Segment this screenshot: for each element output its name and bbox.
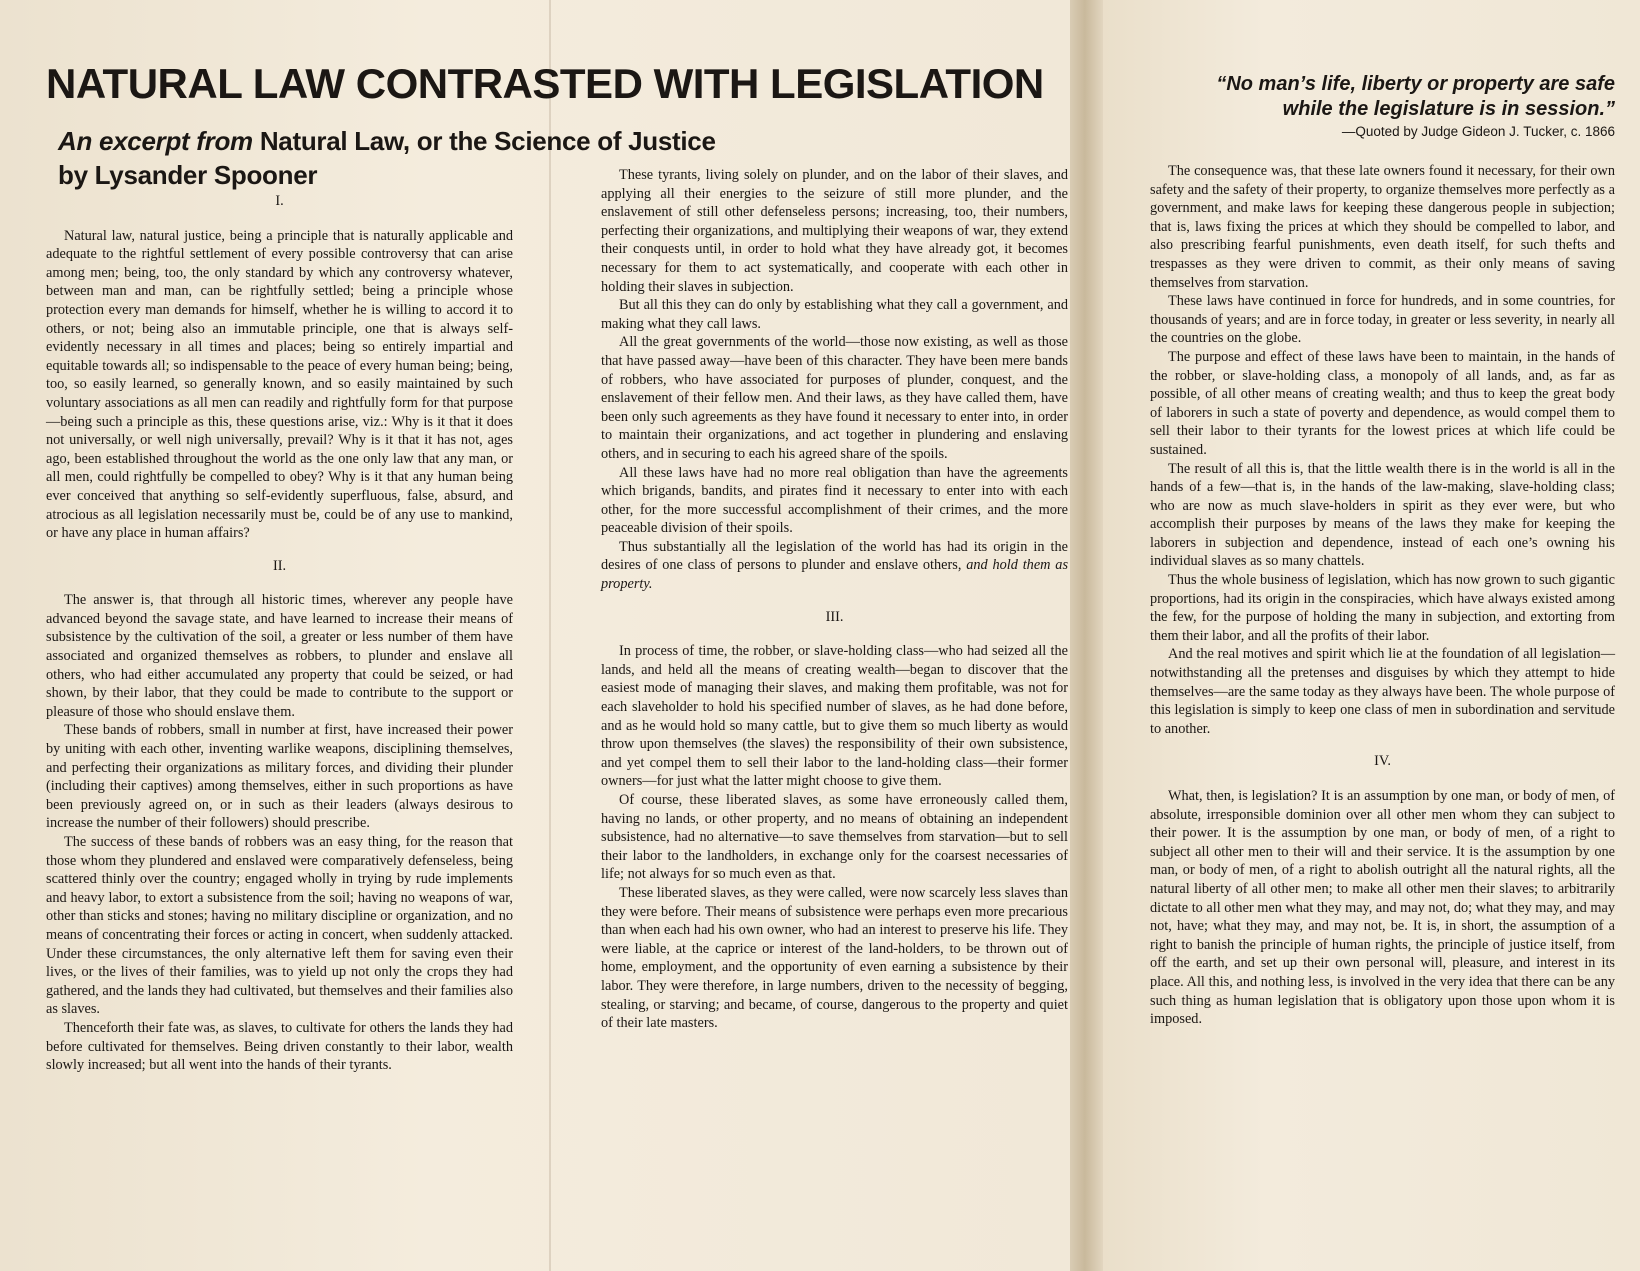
paragraph: The consequence was, that these late owners found it necessary, for their own safety and the safety of their property, to organize themselves more perfectly as a government, and make laws for keeping these dangerous people in subjection; that is, laws fixing the prices at which they should be compelled to labor, and also prescribing fearful punishments, even death itself, for such thefts and trespasses as they were driven to commit, as their only means of saving themselves from starvation. (1150, 163, 1615, 291)
paragraph: The result of all this is, that the little wealth there is in the world is all in the hands of a few—that is, in the hands of the law-making, slave-holding class; who are now as much slave-holders in spirit as they ever were, but who accomplish their purposes by means of the laws they make for keeping the laborers in subjection and dependence, instead of each one’s owning his individual slaves as so many chattels. (1150, 460, 1615, 570)
paragraph: What, then, is legislation? It is an assumption by one man, or body of men, of absolute, irresponsible dominion over all other men whom they can subject to their power. It is the assumption by one man, or body of men, of a right to subject all other men to their will and their service. It is the assumption by one man, or body of men, of a right to abolish outright all the natural rights, all the natural liberty of all other men; to make all other men their slaves; to arbitrarily dictate to all other men what they may, and may not, do; what they may, and may not, have; what they may, and may not, be. It is, in short, the assumption of a right to banish the principle of human rights, the principle of justice itself, from off the earth, and set up their own personal will, pleasure, and interest in its place. All this, and nothing less, is involved in the very idea that there can be any such thing as human legislation that is obligatory upon those upon whom it is imposed. (1150, 788, 1615, 1028)
paragraph (601, 538, 1068, 594)
byline: by Lysander Spooner (58, 160, 318, 190)
paragraph: These tyrants, living solely on plunder, and on the labor of their slaves, and applying all their energies to the seizure of still more plunder, and the enslavement of still other defenseless persons; increasing, too, their numbers, perfecting their organizations, and multiplying their weapons of war, they extend their conquests until, in order to hold what they have already got, it becomes necessary for them to act systematically, and cooperate with each other in holding their slaves in subjection. (601, 167, 1068, 295)
paragraph: But all this they can do only by establishing what they call a government, and making what they call laws. (601, 297, 1068, 332)
paragraph: Thus the whole business of legislation, which has now grown to such gigantic proportions, had its origin in the conspiracies, which have always existed among the few, for the purpose of holding the many in subjection, and extorting from them their labor, and all the profits of their labor. (1150, 572, 1615, 644)
subtitle-prefix: An excerpt from (58, 126, 253, 156)
paragraph: All these laws have had no more real obligation than have the agreements which brigands, bandits, and pirates find it necessary to enter into with each other, for the more successful accomplishment of their crimes, and the more peaceable division of their spoils. (601, 464, 1068, 537)
paragraph: In process of time, the robber, or slave-holding class—who had seized all the lands, and held all the means of creating wealth—began to discover that the easiest mode of managing their slaves, and making them profitable, was not for each slaveholder to hold his specified number of slaves, as he had done before, and as he would hold so many cattle, but to give them so much liberty as would throw upon themselves (the slaves) the responsibility of their own subsistence, and yet compel them to sell their labor to the land-holding class—their former owners—for just what the latter might choose to give them. (601, 643, 1068, 790)
paragraph: The success of these bands of robbers was an easy thing, for the reason that those whom they plundered and enslaved were comparatively defenseless, being scattered thinly over the country; engaged wholly in trying by rude implements and heavy labor, to extort a subsistence from the soil; having no weapons of war, other than sticks and stones; having no military discipline or organization, and no means of concentrating their forces or acting in concert, when suddenly attacked. Under these circumstances, the only alternative left them for saving even their lives, or the lives of their families, was to yield up not only the crops they had gathered, and the lands they had cultivated, but themselves and their families also as slaves. (46, 834, 513, 1018)
page-gutter (1070, 0, 1103, 1271)
section-heading: III. (825, 608, 844, 625)
paragraph: These laws have continued in force for hundreds, and in some countries, for thousands of years; and are in force today, in greater or less severity, in nearly all the countries on the globe. (1150, 293, 1615, 347)
paragraph: Thenceforth their fate was, as slaves, to cultivate for others the lands they had before cultivated for themselves. Being driven constantly to their labor, wealth slowly increased; but all went into the hands of their tyrants. (46, 1019, 513, 1074)
paragraph-text: Thus substantially all the legislation of the world has had its origin in the desires of one class of persons to plunder and enslave others, (601, 538, 1068, 574)
quote-attribution: —Quoted by Judge Gideon J. Tucker, c. 1866 (1341, 124, 1615, 139)
emphasis: and hold them as property. (601, 557, 1069, 593)
paragraph: The purpose and effect of these laws have been to maintain, in the hands of the robber, or slave-holding class, a monopoly of all lands, and, as far as possible, of all other means of creating wealth; and thus to keep the great body of laborers in such a state of poverty and dependence, as would compel them to sell their labor to their tyrants for the lowest prices at which life could be sustained. (1150, 348, 1615, 458)
section-heading: IV. (1374, 753, 1391, 770)
paragraph: Of course, these liberated slaves, as some have erroneously called them, having no lands, or other property, and no means of obtaining an independent subsistence, had no alternative—to save themselves from starvation—but to sell their labor to the landholders, in exchange only for the coarsest necessaries of life; not always for so much even as that. (601, 792, 1068, 883)
paragraph: These bands of robbers, small in number at first, have increased their power by uniting with each other, inventing warlike weapons, disciplining themselves, and perfecting their organizations as military forces, and dividing their plunder (including their captives) among themselves, either in such proportions as have been previously agreed on, or in such as their leaders (always desirous to increase the number of their followers) should prescribe. (46, 722, 513, 832)
paragraph: And the real motives and spirit which lie at the foundation of all legislation—notwithstanding all the pretenses and disguises by which they attempt to hide themselves—are the same today as they always have been. The whole purpose of this legislation is simply to keep one class of men in subordination and servitude to another. (1150, 646, 1615, 737)
book-title: Natural Law, or the Science of Justice (259, 126, 716, 156)
paragraph: These liberated slaves, as they were called, were now scarcely less slaves than they were before. Their means of subsistence were perhaps even more precarious than when each had his own owner, who had an interest to preserve his life. They were liable, at the caprice or interest of the land-holders, to be thrown out of home, employment, and the opportunity of even earning a subsistence by their labor. They were therefore, in large numbers, driven to the necessity of begging, stealing, or starving; and became, of course, dangerous to the property and quiet of their late masters. (601, 884, 1068, 1032)
column-1 (46, 192, 513, 1075)
column-2 (601, 166, 1068, 1033)
article-title: NATURAL LAW CONTRASTED WITH LEGISLATION (46, 60, 1044, 107)
paragraph: The answer is, that through all historic times, wherever any people have advanced beyond the savage state, and have learned to increase their means of subsistence by the cultivation of the soil, a greater or less number of them have associated and organized themselves as robbers, to plunder and enslave all others, who had either accumulated any property that could be seized, or had shown, by their labor, that they could be made to contribute to the support or pleasure of those who should enslave them. (46, 592, 513, 720)
paragraph: All the great governments of the world—those now existing, as well as those that have passed away—have been of this character. They have been mere bands of robbers, who have associated for purposes of plunder, conquest, and the enslavement of their fellow men. And their laws, as they have called them, have been only such agreements as they have found it necessary to enter into, in order to maintain their organizations, and act together in plundering and enslaving others, and in securing to each his agreed share of the spoils. (601, 334, 1068, 462)
paragraph: Natural law, natural justice, being a principle that is naturally applicable and adequate to the rightful settlement of every possible controversy that can arise among men; being, too, the only standard by which any controversy whatever, between man and man, can be rightfully settled; being a principle whose protection every man demands for himself, whether he is willing to accord it to others, or not; being also an immutable principle, one that is always self-evidently necessary in all times and places; being so entirely impartial and equitable towards all; so indispensable to the peace of every human being; being, too, so easily learned, so generally known, and so easily maintained by such voluntary associations as all men can readily and rightfully form for that purpose—being such a principle as this, these questions arise, viz.: Why is it that it does not universally, or well nigh universally, prevail? Why is it that it has not, ages ago, been established throughout the world as the one only law that any man, or all men, could rightfully be compelled to obey? Why is it that any human being ever conceived that anything so self-evidently superfluous, false, absurd, and atrocious as all legislation necessarily must be, could be of any use to mankind, or have any place in human affairs? (46, 227, 513, 542)
section-heading: I. (275, 193, 284, 209)
section-heading: II. (272, 557, 287, 574)
pull-quote: “No man’s life, liberty or property are safe while the legislature is in session.” (1216, 73, 1615, 120)
column-3 (1150, 162, 1615, 1029)
